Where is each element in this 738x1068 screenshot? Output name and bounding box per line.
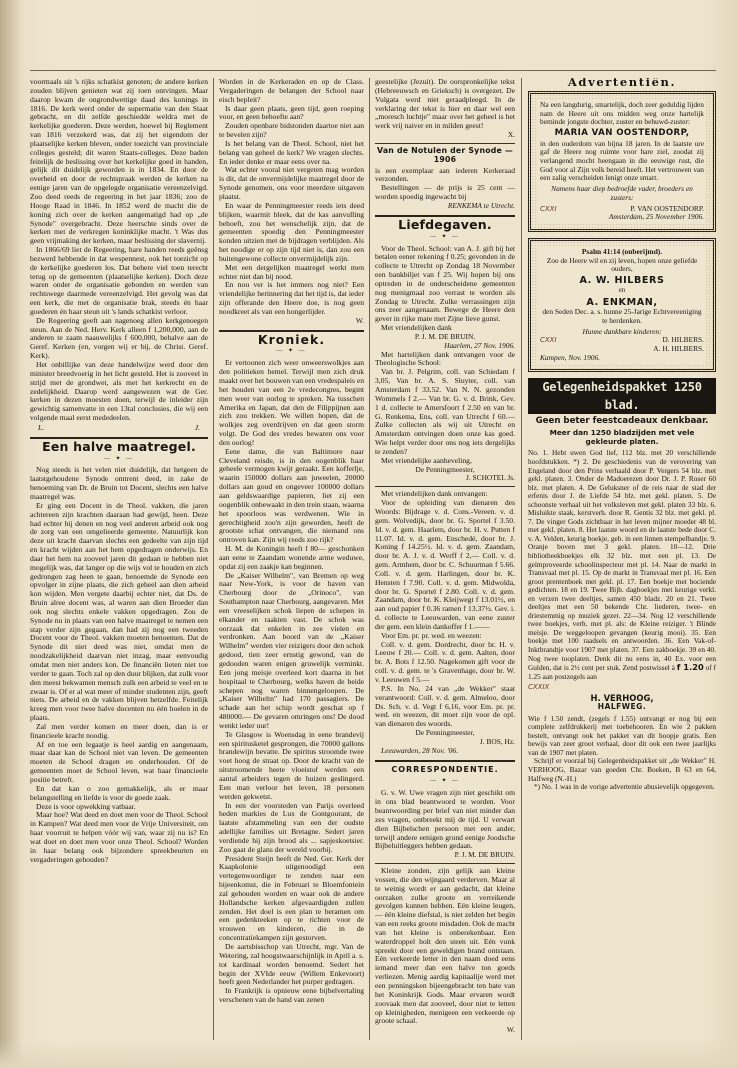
col2-paragraph: Zouden openbare bidstonden daartoe niet aan te bevelen zijn? bbox=[219, 121, 364, 140]
ad-price: f 1.20 bbox=[676, 662, 704, 673]
col3-paragraph: Voor Em. pr. pr. wed. en weezen: bbox=[381, 630, 482, 640]
col1-paragraph: De Regeering geeft aan nagenoeg allen kerkgenoegen steun. Aan de Ned. Herv. Kerk alleen f 1,200,000, aan de anderen te zaam naauwelijks f 600,000, behalve aan de Geref. Kerken (en, vorgen wij er bij, de Christ. Geref. Kerk). bbox=[30, 315, 208, 361]
col2-signature: W. bbox=[355, 315, 364, 325]
ad-name: A. W. HILBERS bbox=[579, 275, 665, 287]
column-2 bbox=[219, 78, 364, 1038]
ad-stamp: CXXI bbox=[540, 204, 557, 213]
col3-signature: P. J. M. DE BRUIN. bbox=[414, 331, 476, 341]
col1-paragraph: Maar hoe? Wat deed en doet men voor de Theol. School in Kampen? Wat deed men voor de Vrije Universiteit, om haar voorruit te helpen vóór wij van, waar zij nu is? En wat doet en doet men voor onze Theol. School? Worden in haar belang ook bijzondere spreekbeurten en vergaderingen gehouden? bbox=[30, 810, 208, 864]
col3-signature: W. bbox=[506, 1025, 515, 1035]
column-rule bbox=[521, 78, 522, 1040]
col1-signature bbox=[38, 424, 200, 433]
col1-paragraph: In 1866/69 liet de Regeering, hare handen reeds geënsg bezwerd hebbende in dat wespennest, ook het toezicht op de kerkelijke goederen los. Dat behere viel toen terecht terug op de gemeenten (plaatselijke kerken). Doch deze waren onder de organisatie gebonden en werden van rechtswege daarmede vereenzelvigd. Het gevolg was dat een kerk, die met de organisatie brak, steeds én haar goederen én haar steun uit 's lands schatkist verloor. bbox=[30, 245, 208, 316]
ad-signature: D. HILBERS. bbox=[662, 335, 704, 345]
ad-place-date: Amsterdam, 25 November 1906. bbox=[608, 212, 704, 222]
col3-signature: J. SCHOTEL Js. bbox=[465, 473, 515, 483]
col2-paragraph: In een der voorsteden van Parijs overleed heden markies de Lux de Gontgourant, de laatste afstammeling van een der oudste adellijke families uit Bretagne. Sedert jaren verdiende hij zijn brood als ... sapjeskoetsier. Zoo gaat de glans der wereld voorbij. bbox=[219, 800, 364, 854]
ad-text: in den ouderdom van bijna 18 jaren. In de laatste ure gaf de Heere nog ruimte voor hare ziel, zoodat zij verlangend mocht heengaan in die eeuwige rust, die God voor al Zijn volk bereid heeft. Het vertrouwen van een zalig verscheiden lenigt onze smart. bbox=[540, 138, 704, 183]
ad-subheading: Geen beter feestcadeaux denkbaar. bbox=[535, 416, 709, 427]
death-notice-ad bbox=[528, 91, 716, 232]
col3-signature: X. bbox=[507, 130, 515, 140]
ad-place: HALFWEG. bbox=[597, 701, 647, 711]
ad-name: MARIA VAN OOSTENDORP, bbox=[554, 127, 690, 138]
col3-paragraph: Met vriendelijken dank bbox=[381, 323, 452, 333]
col3-paragraph: is een exemplaar aan iederen Kerkeraad verzonden. bbox=[375, 165, 515, 184]
ad-text: Hunne dankbare kinderen: bbox=[582, 326, 662, 336]
col2-paragraph: Met een dergelijken maatregel werkt men echter niet dan bij nood. bbox=[219, 262, 364, 281]
signature-right: J. bbox=[194, 422, 200, 432]
col2-paragraph: Is het belang van de Theol. School, niet het belang van geheel de kerk? We vragen slechts. En ieder denke er maar eens over na. bbox=[219, 138, 364, 166]
col1-paragraph: Er ging een Docent in de Theol. vakken, die jaren achtereen zijn krachten daaraan had gewijd, heen. Deze had echter bij denen en nog veel anderen arbeid ook nog de zorg van een omgelieerde gemeente. Natuurlijk kon deze uit kracht daarvan slechts een gedeelte van zijn tijd en kracht wijden aan het hem opgedragen onderwijs. En daar het hem na zooveel jaren dit gedaan te hebben niet mogelijk was, dat langer op die wijs vol te houden en zich gedrongen zag heen te gaan, benoemde de Synode een opvolger in zijne plaats, die zich geheel aan dien arbeid kon wijden. Men vergete daarbij echter niet, dat Ds. de Bruin alree docent was, al waren aan dien Broeder dan ook nog slechts enkele vakken opgedragen. Zou de Synode nu in plaats van een halve maatregel te nemen een stap verder zijn gegaan, dan had zij nog een tweeden Docent voor de Theol. vakken moeten benoemen. Dat de Synode dit niet deed was niet, omdat men de noodzakelijkheid daarvan niet inzag, maar eenvoudig omdat men niet anders kon. De financiën lieten niet toe verder te gaan. Toch zal op den duur blijken, dat zulk voor den meest bekwamen mensch zulk een arbeid te veel en te zwaar is. Of er al wat meer of minder studenten zijn, geeft niets. De arbeid en de vakken blijven hetzelfde. Feitelijk kreeg men voor twee halve docenten nu één hoelen in de plaats. bbox=[30, 500, 208, 723]
ad-name: A. ENKMAN, bbox=[586, 296, 658, 308]
ad-body bbox=[528, 449, 716, 681]
divider-ornament: — ✦ — bbox=[429, 778, 461, 785]
ad-body-text: of f 1.25 aan postzegels aan bbox=[528, 663, 716, 681]
col3-paragraph: Met vriendelijken dank ontvangen: bbox=[381, 489, 488, 499]
col1-paragraph: Nog steeds is het velen niet duidelijk, dat hetgeen de laatstgehoudene Synode omtrent deed, in zake de benoeming van Dr. de Bruin tot Docent, slechts een halve maatregel was. bbox=[30, 465, 208, 501]
col1-paragraph: Deze is voor opwekking vatbaar. bbox=[36, 801, 136, 811]
ad-signature: A. H. HILBERS. bbox=[653, 344, 704, 354]
notice-headline: Van de Notulen der Synode — 1906 bbox=[377, 145, 513, 164]
col3-role: De Penningmeester, bbox=[415, 464, 475, 474]
col3-paragraph: P.S. In No. 24 van „de Wekker" staat verantwoord: Coll. v. d. gem. Almeloo, door Ds. Sch. v. d. Vegt f 6,16, voor Em. pr. pr. wed. en weezen, dit moet zijn voor de opl. van dienaren des woords. bbox=[375, 683, 515, 729]
col3-paragraph: G. v. W. Uwe vragen zijn niet geschikt om in ons blad beantwoord te worden. Voor beantwoording per brief van niet minder dan zes vragen, ontbreekt mij de tijd. U verwart dien Bijbelschen persoon met een ander, terwijl andere eenigen grond eenige Joodsche Bijbeluitleggers hebben gedaan. bbox=[375, 788, 515, 851]
col2-paragraph: Is daar geen plaats, geen tijd, geen roeping voor, en geen behoefte aan? bbox=[219, 103, 364, 122]
col3-paragraph: Coll. v. d. gem. Dordrecht, door br. H. v. Leeuw f 20.— Coll. v. d. gem. Aalten, door br. A. Bots f 12.50. Nagekomen gift voor de coll. v. d. gem. te 's Gravenhage, door br. W. v. Leeuwen f 5.— bbox=[375, 639, 515, 684]
col3-paragraph: Voor de Theol. School: van A. J. gift bij het betalen eener rekening f 0.25; gevonden in de collecte te Utrecht op Zondag 18 November een bankbiljet van f 25. Wij hopen bij ons optreden in de onderscheidene gemeenten nog menigmaal zoo verrast te worden als Zondag te Utrecht. Zulke verrassingen zijn ons zeer aangenaam. Bewege de Heere den gever in rijke mate met Zijne lieve gunst. bbox=[375, 243, 515, 324]
col3-signature: RENKEMA te Utrecht. bbox=[447, 200, 515, 210]
col2-paragraph: De aartsbisschop van Utrecht, mgr. Van de Wetering, zal hoogstwaarschijnlijk in April a. s. tot kardinaal worden benoemd. Sedert het begin der XVIde eeuw (Willem Enkevoort) heeft geen Nederlander het purper gedragen. bbox=[219, 942, 364, 987]
ad-text: en bbox=[618, 286, 626, 294]
col1-paragraph: Af en toe een legaatje is heel aardig en aangenaam, maar daar kan de School niet van leven. De gemeenten moeten de School dragen en onderhouden. Of de gemeenten moet de School leven, wat haar financieele positie betreft. bbox=[30, 739, 208, 784]
divider bbox=[375, 143, 515, 144]
column-1 bbox=[30, 78, 208, 1038]
ad-heading: Psalm 41:14 (onberijmd). bbox=[581, 246, 663, 256]
col2-paragraph: H. M. de Koningin heeft f 80— geschonken aan eene te Zaandam wonende arme weduwe, opdat zij een zaakje kan beginnen. bbox=[219, 544, 364, 571]
col2-paragraph: En nou ver is het immers nog niet? Een vriendelijke herinnering dat het tijd is, dat ieder zijn offerande den Heere doe, is nog geen noodkreet als van een hongerlijder. bbox=[219, 280, 364, 316]
col3-paragraph: Van br. J. Pelgrim, coll. van Schiedam f 3,05, Van br. A. S. Sluyter, coll. van Amsterdam f 33.52. Van N. N. gezonden Wommels f 2.— Van br. G. v. d. Brink, Gev. 1 d. collecte te Amersfoort f 2.50 en van br. G. Renkema, Ens, coll. van Utrecht f 60.— Zulke collecten als wij uit Utrecht en Amsterdam ontvingen doen onze kas goed. Wie helpt verder door ons nog iets dergelijks te zenden? bbox=[375, 367, 515, 456]
col3-paragraph: Voor de opleiding van dienaren des Woords: Bijdrage v. d. Cons.-Vereen. v. d. gem. Wolvedijk, door br. G. Sportel f 3.50. Id. v. d. gem. Haarlem, door br. H. v. Putten f 11.07. Id. v. d. gem. Enschedé, door br. J. Koning f 14.25½. Id. v. d. gem. Zaandam, door br. A. J. v. d. Werff f 2,— Coll. v. d. gem. Armhem, door br. C. Schuurman f 5.66. Coll. v. d. gem. Harlingen, door br. K. Hensten f 7.90. Coll. v. d. gem. Midwolda, door br. G. Sportel f 2.80. Coll. v. d. gem. Zaandam, door br. K. Kleijwegt f 13.01½, en aan oud papier f 0.36 ramen f 13.37½. Gev. i. d. collecte te Leeuwarden, van eene zuster der gem. een klein dankoffer f 1.—— bbox=[375, 498, 515, 631]
column-rule bbox=[213, 78, 214, 1040]
col3-role: De Penningmeester, bbox=[415, 728, 475, 738]
ad-signature-row bbox=[540, 336, 704, 353]
ad-text: Na een langdurig, smartelijk, doch zeer geduldig lijden nam de Heere uit ons midden weg onze hartelijk beminde jongste dochter, zuster en behuwd-zuster: bbox=[540, 99, 704, 127]
article-headline: Een halve maatregel. bbox=[42, 438, 196, 454]
col1-paragraph: Het onbillijke van deze handelwijze werd door den minister breedvoerig in het licht gesteld. Het is zooveel in strijd met de grondwet, als met het kerkrecht en de zedelijkheid. Daarop werd aangewezen wat de Ger. kerken in dezen moesten doen, terwijl de inleider zijn gewichtig samenvatte in een 13tal conclusies, die wij een volgende maal eerst mededeelen. bbox=[30, 360, 208, 423]
col1-paragraph: voormaals uit 's rijks schatkist genoten; de andere kerken zouden blijven genieten wat zij toen ontvingen. Maar daarop kwam de ongrondwettige daad des konings in 1816. De kerk werd onder de supermatie van den Staat gebracht, en dit zelfde geschiedde weldra met de kerkelijke goederen. Deze werden, hoewel bij Reglement van 1816 verzekerd was, dat zij het eigendom der plaatselijke kerken bleven, onder toezicht van provinciale colleges gesteld; dit waren Staats-colleges. Deze baden feitelijk de beslissing over het kerkelijke goed in handen, gelijk dit duidelijk geworden is in 1834. En door de overheid en door de rechtspraak werden de kerken na eenige jaren van de opgelegde organisatie vereenzelvigd. Zoo deed reeds de regeering in het jaar 1836; zoo de Hooge Raad in 1846. In 1852 werd de macht die de koning zich over de kerken aangematigd had op „de Synode" overgebracht. Deze heerschte sinds over de kerken met de verkregen koninklijke macht. 't Was dus geen vrijmaking der kerken, maar beslissing der slavernij. bbox=[30, 78, 208, 246]
ad-inner bbox=[538, 246, 706, 364]
ad-name: H. VERHOOG, bbox=[590, 693, 654, 704]
col3-signature: J. BOS, Hz. bbox=[479, 736, 515, 746]
ad-body-text: Wie f 1.50 zendt, (zegels f 1.55) ontvangt er nog bij een complete zelfdrukkerij met toebehooren. En wie 2 pakken bestelt, ontvangt ook het pakket van dit hoopje gratis. Een bewijs van zeer groot verhaal, door dit ook een twee jaarlijks van de 1907 met platen. bbox=[528, 713, 716, 757]
col3-paragraph: Kleine zonden, zijn gelijk aan kleine vossen, die den wijngaard verderven. Maar al te weinig wordt er aan gedacht, dat kleine oorzaken zulke groote en verreikende gevolgen kunnen hebben. Eén kleine leugen, — één kleine diefstal, is niet zelden het begin van een reeks groote misdaden. Ook de macht van het kleine is onberekenbaar. Een waterdroppel holt den steen uit. Eén vunk spreekt door een geweldigen brand ontstaan. Eén verkeerde letter in den naam doed eens iemand meer dan een halve ton goeds verliezen. Menig aardig kapitaalije werd met een penningsken bijeengebracht ten bate van het Koninkrijk Gods. Maar ervaren wordt zoovaak men dat zooveel, door niet te letten op kleinigheden, menigeen een verkeerde op groote schaal. bbox=[375, 866, 515, 1026]
column-advertisements bbox=[528, 78, 716, 1043]
ad-signatures bbox=[653, 336, 704, 353]
binding-gutter bbox=[0, 0, 22, 1068]
col3-paragraph: geestelijke (Jezuit). De oorspronkelijke tekst (Hebreeuwsch en Grieksch) is overgezet. De Vulgata werd niet geraadpleegd. In de verklaring der tekst is hier en daar wel een „moresch luchtje" maar over het geheel is het werk vrij naiver en in milden geest! bbox=[375, 78, 515, 131]
advertisements-title: Advertentiën. bbox=[567, 78, 677, 89]
article-headline: Liefdegaven. bbox=[398, 216, 492, 232]
col3-signature: P. J. M. DE BRUIN. bbox=[454, 850, 515, 860]
divider-ornament: — ✦ — bbox=[429, 233, 461, 240]
article-headline: Kroniek. bbox=[257, 331, 326, 347]
divider bbox=[375, 486, 515, 487]
column-rule bbox=[369, 78, 370, 1040]
ad-text: Zoo de Heere wil en zij leven, hopen onze geliefde ouders, bbox=[546, 255, 698, 274]
ad-stamp: CXXIX bbox=[528, 683, 550, 692]
ad-banner: Gelegenheidspakket 1250 blad. bbox=[528, 378, 716, 414]
column-3 bbox=[375, 78, 515, 1038]
divider bbox=[375, 863, 515, 864]
col3-dateline: Leeuwarden, 28 Nov. '06. bbox=[381, 745, 459, 755]
col3-paragraph: Met hartelijken dank ontvangen voor de Theologische School: bbox=[375, 349, 515, 368]
signature-left: L. bbox=[38, 422, 45, 432]
divider-ornament: — ✦ — bbox=[103, 455, 135, 462]
col2-paragraph: En waar de Penningmeester reeds iets deed blijken, waarmit bleek, dat de kas aanvulling behoeft, zou het wenschelijk zijn, dat de gemeenten spoedig den Penningmeester konden uitzien met de bijdragen verblijden. Als het noodige er op zijn tijd niet is, dan zou een buitengewone collecte onvermijdelijk zijn. bbox=[219, 200, 364, 263]
ad-inner bbox=[538, 99, 706, 224]
ad-text: Namens haar diep bedroefde vader, broeders en zusters: bbox=[551, 184, 693, 202]
top-rule bbox=[30, 70, 716, 71]
col2-paragraph: Te Glasgow is Woensdag in eene brandevij een spiritusketel gesprongen, die 70000 gallons brandewijn bevatte. De spiritus stroomde twee voet hoog de straat op. Door de kracht van de uitstroomende heete vloeistof werden een aantal arbeiders tegen de huizen geslingerd. Een man verloor het leven, 18 personen werden gekwetst. bbox=[219, 729, 364, 801]
col3-paragraph: Met vriendelijke aanheveling, bbox=[381, 455, 472, 465]
ad-stamp: CXXI bbox=[540, 336, 557, 345]
divider bbox=[375, 760, 515, 762]
ad-signature: P. VAN OOSTENDORP. bbox=[630, 203, 704, 213]
page-bottom-edge bbox=[0, 1040, 738, 1068]
col2-paragraph: President Steijn heeft de Ned. Ger. Kerk der Kaapkolonie uitgenoodigd een vertegenwoordiger te zenden naar een bijeenkomst, die in Februari te Bloemfontein zal gehouden worden en waar ook de andere Hollandsche kerken afgevaardigden zullen zenden. Het doel is een plan te beramen om een gedenkteeken op te richten voor de vrouwen en kinderen, die in de concentratiekampen zijn gestorven. bbox=[219, 853, 364, 943]
ad-place-date: Kampen, Nov. 1906. bbox=[540, 352, 601, 362]
col2-paragraph: Eene dame, die van Baltimore naar Cleveland reisde, is in den oogenblik haar geheele vermogen kwijt geraakt. Een kofferlje, waarin 150000 dollars aan juweelen, 20000 dollars aan goud en ongeveer 100000 dollars aan geldswaardige papieren, liet zij een oogenblik onbewaakt in den trein staan, waarna het spoorloos was verdwenen. Wie in gerechtigheid zoo'n zijn geworden, heeft de grootste schat ontvangen, die niemand ons ontroven kan. Zijn wij reeds zoo rijk? bbox=[219, 446, 364, 545]
col3-dateline: Haarlem, 27 Nov. 1906. bbox=[444, 340, 515, 350]
ad-footnote: *) No. 1 was in de vorige advertentie abusievelijk opgegeven. bbox=[534, 782, 715, 792]
section-headline: CORRESPONDENTIE. bbox=[391, 764, 499, 774]
col2-paragraph: In Frankrijk is opnieuw eene bijbelvertaling verschenen van de hand van zenen bbox=[219, 986, 364, 1005]
ad-text: den Seden Dec. a. s. hunne 25-Jarige Echtvereeniging te herdenken. bbox=[542, 307, 702, 325]
col2-paragraph: Er vertoonen zich weer onweerswolkjes aan den politieken hemel. Terwijl men zich druk maakt over het bouwen van een vredespaleis en het houden van een 2e vredecongres, begint men weer van oorlog te spreken. Na tusschen Amerika en Japan, dat den de Filippijnen aan zich zou trekken. We willen hopen, dat de wolkjes zeg overdrijven en dat geen storm volgt. De God des vredes bewaren ons voor den oorlog! bbox=[219, 358, 364, 447]
col2-paragraph: De „Kaiser Wilhelm", van Bremen op weg naar New-York, is voor de haven van Cherbourg door de „Orinoco", van Southampton naar Cherbourg, aangevaren. Met een vreeselijken schok liepen de schepen in elkander en raakten vast. De schok was oorzaak dat enkelen in zee vielen en verdronken. Aan boord van de „Kaiser Wilhelm" werden vier reizigers door den schok gedood, tien zeer ernstig gewond, van de gedooden waren enigen gruwelijk verminkt. Een jong meisje overleed kort daarna in het hospitaal te Cherbourg, welks haven de beide schepen nog waren binnengeloopen. De „Kaiser Wilhelm" had 170 passagiers. De schade aan het schip wordt geschat op f 480000.— De gevaren omringen ons! De dood wenkt ieder uur! bbox=[219, 570, 364, 730]
ad-subheading: Meer dan 1250 bladzijden met vele gekleurde platen. bbox=[549, 428, 695, 447]
col3-paragraph: Bestellingen — de prijs is 25 cent — worden spoedig ingewacht bij bbox=[375, 183, 515, 202]
divider-ornament: — ✦ — bbox=[276, 348, 307, 355]
col2-paragraph: Worden in de Kerkeraden en op de Class. Vergaderingen de belangen der School naar eisch bepleit? bbox=[219, 78, 364, 104]
col1-paragraph: Zal men verder komen en meer doen, dan is er financieele kracht noodig. bbox=[30, 721, 208, 740]
col1-paragraph: En dat kan o zoo gemakkelijk, als er maar belangstelling en liefde is voor de goede zaak. bbox=[30, 783, 208, 802]
col2-paragraph: Wat echter vooral niet vergeten mag worden is dit, dat de onvermijdelijke maatregel door de Synode genomen, ons voor meerdere uitgaven plaatst. bbox=[219, 165, 364, 201]
ad-body-text: No. 1. Hebt uwen God lief, 112 blz. met 20 verschillende hoofdstukken. *) 2. De geschiedenis van de verovering van Engeland door den Prins verhaald door P. Vergers 54 blz. met gekl. platen. 3. Onder de Madoerezen door Dr. J. P. Roser 60 blz. met platen. 4. De Geluksner of de reis naar de stad der erfenis door J. de Liefde 54 blz. met gekl. platen. 5. De schoonste verhaal uit het volksleven met gekl. platen 33 blz. 6. Misluikte staak, kerstverh. door R. Gentis 32 blz. met gekl. pl. 7. De vinger Gods zichtbaar in het leven mijner moeder 48 bl. met gekl. platen. 8. Het laatste woord en de laatste bede door C. v. A. Velden, keurig boekje, geb. in een linnen stempelbandje. 9. Oranje boven met 3 gekl. platen. 10—12. Drie bibliotheekboekjes elk 32 blz. met een pl. 13. De geïmproveerde schoolinspecteur met pl. 14. Naar de markt in Transvaal met pl. 15. Op de markt in Transvaal met pl. 16. Een groot prentenboek met gekl. pl. 17. Een boekje met bociende gedichten. 18 en 19. Twee Bijb. dagboekjes met keurige verkl. en verzen twee deeltjes, samen 450 bladz. 20 en 21. Twee deeltjes met een 50 bekende Chr. liederen, twee- en driestemmig op muziek gezet. 22—34. Nog 12 verschillende twee boekjes, verh. met pl. als: de Kleine reiziger. 't Blinde meisje. De weggeloopen gevangen (keurig mooi). 35. Een boekje met 100 raadsels en antwoorden. 36. Een Vak-of-Inktbrandtje voor 1907 met platen. 37. Een zakboekje. 39 en 40. Nog twee tooplaten. Denk dit nu eens in, 40 Ex. voor een Gulden, dat is 2½ cent per stuk. Zend postwissel à bbox=[528, 448, 716, 673]
anniversary-ad bbox=[528, 238, 716, 372]
ad-body-text: Schrijf er voorzal bij Gelegenheidspakket uit „de Wekker" H. VERHOOG, Bazar van goeden Chr. Boeken, B 63 en 64, Halfweg (N.-H.) bbox=[528, 756, 716, 783]
